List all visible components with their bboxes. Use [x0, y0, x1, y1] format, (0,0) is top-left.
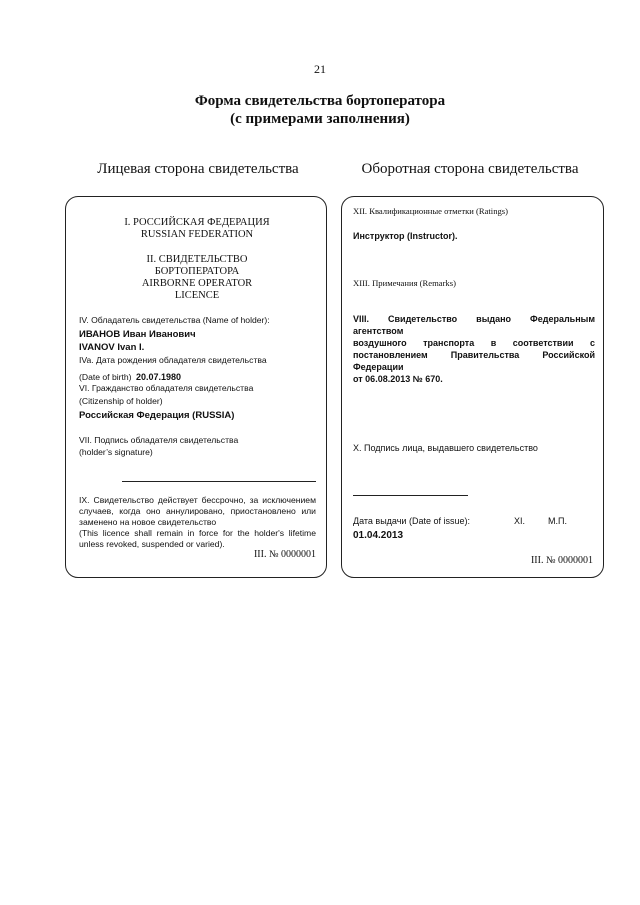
back-licence-number: III. № 0000001: [530, 555, 593, 566]
dob-label: IVa. Дата рождения обладателя свидетельства: [79, 355, 267, 365]
state-name-en: RUSSIAN FEDERATION: [140, 229, 254, 240]
issued-line3: постановлением Правительства Российской Федерации: [353, 350, 595, 372]
document-title: [0, 92, 640, 128]
validity-line5: unless revoked, suspended or varied).: [79, 539, 225, 549]
issued-line4: от 06.08.2013 № 670.: [353, 374, 443, 384]
document-title-line2: (с примерами заполнения): [230, 111, 410, 127]
licence-type-line4: LICENCE: [174, 290, 220, 301]
holder-name-ru: ИВАНОВ Иван Иванович: [79, 329, 196, 340]
dob-label-en: (Date of birth): [79, 372, 132, 382]
citizenship-label-en: (Citizenship of holder): [79, 396, 163, 406]
validity-block: [79, 495, 316, 550]
holder-label: IV. Обладатель свидетельства (Name of holder):: [79, 315, 270, 325]
remarks-label: XIII. Примечания (Remarks): [353, 278, 456, 288]
validity-line1: IX. Свидетельство действует бессрочно, за исключением: [79, 495, 316, 505]
seal-number: XI.: [514, 516, 526, 526]
back-side-heading: Оборотная сторона свидетельства: [361, 161, 579, 177]
issuing-authority-block: [353, 313, 595, 385]
state-name-block: [66, 217, 328, 241]
front-licence-number: III. № 0000001: [253, 549, 316, 560]
licence-type-line3: AIRBORNE OPERATOR: [141, 278, 253, 289]
dob-value: 20.07.1980: [136, 372, 182, 382]
holder-signature-line: [122, 481, 316, 482]
licence-back-card: [341, 196, 604, 578]
holder-signature-label-en: (holder’s signature): [79, 447, 153, 457]
page-number: 21: [314, 62, 326, 76]
holder-name-en: IVANOV Ivan I.: [79, 342, 145, 353]
licence-type-block: [66, 254, 328, 302]
issued-line1: VIII. Свидетельство выдано Федеральным агентством: [353, 314, 595, 336]
citizenship-label: VI. Гражданство обладателя свидетельства: [79, 383, 254, 393]
issue-date-value: 01.04.2013: [353, 530, 404, 541]
licence-front-card: [65, 196, 327, 578]
validity-line4: (This licence shall remain in force for the holder's lifetime: [79, 528, 316, 538]
front-side-heading: Лицевая сторона свидетельства: [97, 161, 299, 177]
ratings-label: XII. Квалификационные отметки (Ratings): [353, 206, 508, 216]
validity-line2: случаев, когда оно аннулировано, приостановлено или: [79, 506, 316, 516]
licence-type-line2: БОРТОПЕРАТОРА: [154, 266, 240, 277]
holder-signature-label: VII. Подпись обладателя свидетельства: [79, 435, 239, 445]
issuer-signature-label: X. Подпись лица, выдавшего свидетельство: [353, 443, 538, 453]
document-title-line1: Форма свидетельства бортоператора: [194, 93, 446, 109]
citizenship-value: Российская Федерация (RUSSIA): [79, 410, 235, 421]
seal-label: М.П.: [548, 516, 567, 526]
issue-date-label: Дата выдачи (Date of issue):: [353, 516, 470, 526]
issued-line2: воздушного транспорта в соответствии с: [353, 338, 595, 348]
ratings-value: Инструктор (Instructor).: [353, 231, 458, 241]
validity-line3: заменено на новое свидетельство: [79, 517, 217, 527]
licence-type-line1: II. СВИДЕТЕЛЬСТВО: [146, 254, 248, 265]
issuer-signature-line: [353, 495, 468, 496]
state-name-ru: I. РОССИЙСКАЯ ФЕДЕРАЦИЯ: [124, 217, 270, 228]
